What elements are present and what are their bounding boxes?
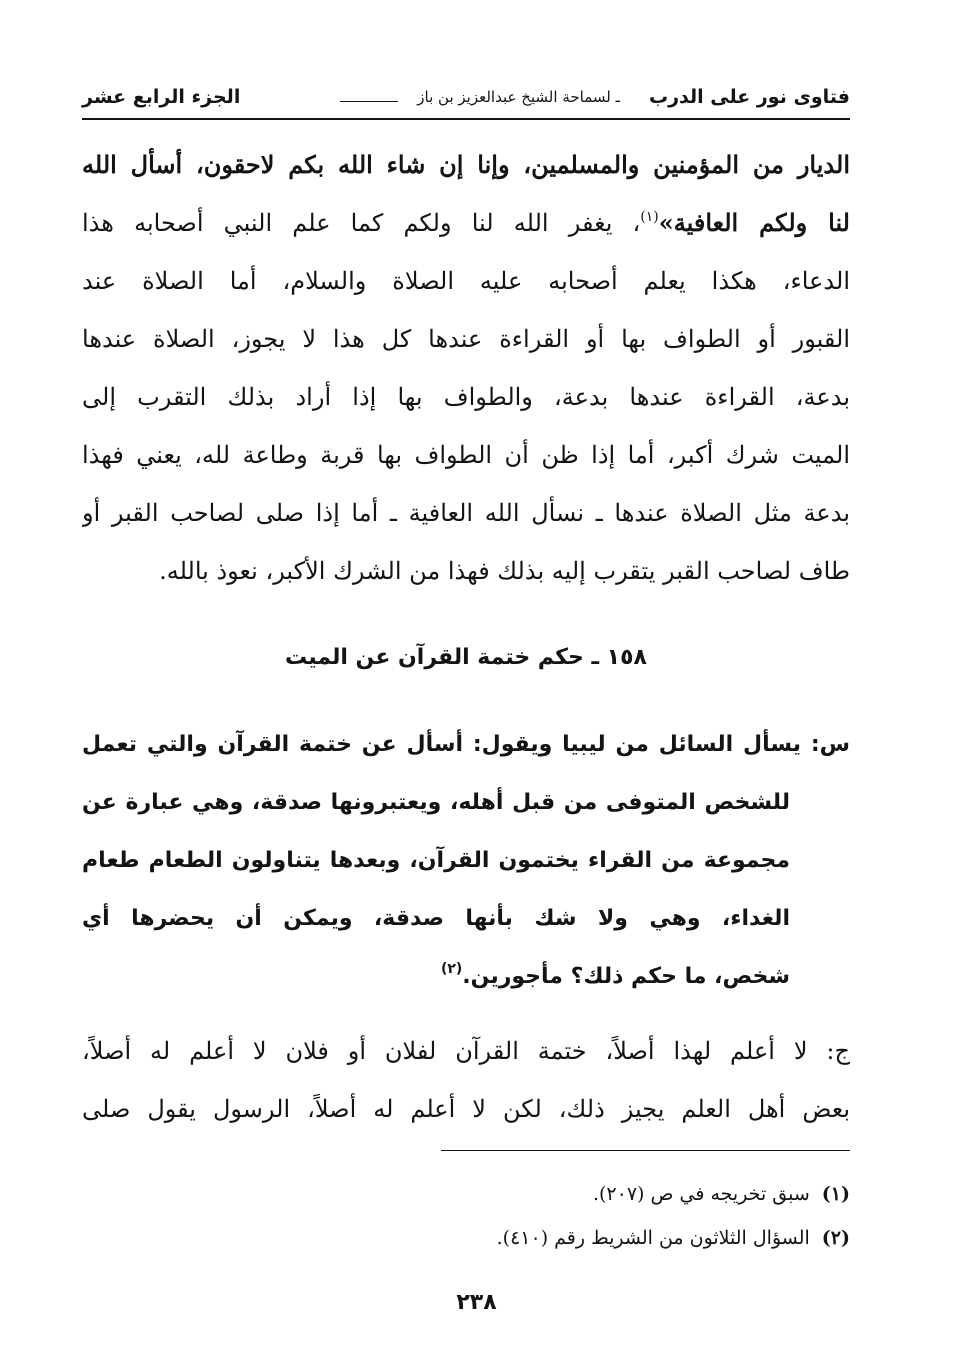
paragraph-line: الدعاء، هكذا يعلم أصحابه عليه الصلاة والسلام، أما الصلاة عند (82, 267, 850, 295)
footnote-text: سبق تخريجه في ص (٢٠٧). (592, 1183, 810, 1205)
section-title: ١٥٨ ـ حكم ختمة القرآن عن الميت (285, 645, 647, 670)
question-line-text: شخص، ما حكم ذلك؟ مأجورين. (462, 964, 790, 989)
header-dash-rule (340, 101, 398, 102)
book-title: فتاوى نور على الدرب (649, 86, 850, 108)
footnote-number: (٢) (821, 1227, 850, 1249)
answer-line: ج: لا أعلم لهذا أصلاً، ختمة القرآن لفلان أو فلان لا أعلم له أصلاً، (82, 1037, 850, 1065)
footnote-item (82, 1216, 850, 1260)
question-line: الغداء، وهي ولا شك بأنها صدقة، ويمكن أن يحضرها أي (82, 906, 790, 931)
running-header (82, 74, 850, 120)
question-block (82, 716, 850, 1006)
paragraph-line: طاف لصاحب القبر يتقرب إليه بذلك فهذا من الشرك الأكبر، نعوذ بالله. (159, 557, 850, 585)
page-number: ٢٣٨ (456, 1290, 497, 1315)
footnote-ref-1: (١) (640, 209, 659, 225)
paragraph-line (82, 194, 850, 252)
volume-title: الجزء الرابع عشر (82, 86, 241, 108)
paragraph-line: بدعة مثل الصلاة عندها ـ نسأل الله العافية ـ أما إذا صلى لصاحب القبر أو (82, 499, 850, 527)
footnote-separator (441, 1150, 850, 1151)
question-line: س: يسأل السائل من ليبيا ويقول: أسأل عن ختمة القرآن والتي تعمل (82, 732, 850, 757)
footnote-text: السؤال الثلاثون من الشريط رقم (٤١٠). (496, 1227, 810, 1249)
footnote-ref-2: (٢) (440, 961, 463, 977)
answer-line: بعض أهل العلم يجيز ذلك، لكن لا أعلم له أصلاً، الرسول يقول صلى (82, 1095, 850, 1123)
paragraph-line: بدعة، القراءة عندها بدعة، والطواف بها إذا أراد بذلك التقرب إلى (82, 383, 850, 411)
paragraph-line: القبور أو الطواف بها أو القراءة عندها كل هذا لا يجوز، الصلاة عندها (82, 325, 850, 353)
question-line: للشخص المتوفى من قبل أهله، ويعتبرونها صدقة، وهي عبارة عن (82, 790, 790, 815)
author-line: ـ لسماحة الشيخ عبدالعزيز بن باز (417, 88, 620, 106)
footnote-item (82, 1172, 850, 1216)
paragraph-line-rest: ، يغفر الله لنا ولكم كما علم النبي أصحابه هذا (82, 209, 641, 237)
answer-block (82, 1022, 850, 1138)
footnote-number: (١) (821, 1183, 850, 1205)
paragraph-line: الديار من المؤمنين والمسلمين، وإنا إن شاء الله بكم لاحقون، أسأل الله (82, 150, 850, 179)
paragraph-line: الميت شرك أكبر، أما إذا ظن أن الطواف بها قربة وطاعة لله، يعني فهذا (82, 441, 850, 469)
paragraph-line-bold-part: لنا ولكم العافية» (658, 208, 850, 237)
question-line: مجموعة من القراء يختمون القرآن، وبعدها يتناولون الطعام طعام (82, 848, 790, 873)
question-line (82, 948, 850, 1006)
paragraph-continuation (82, 136, 850, 600)
footnotes (82, 1172, 850, 1260)
